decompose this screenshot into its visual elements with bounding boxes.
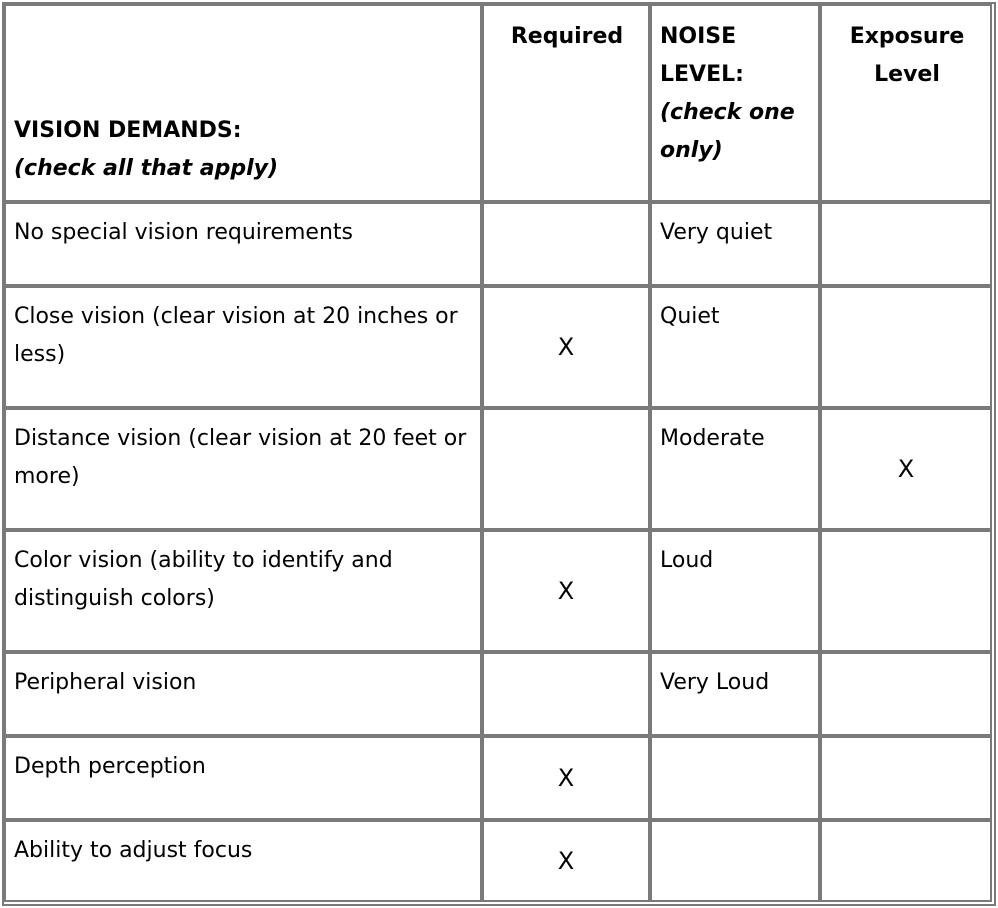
vision-demands-note: (check all that apply) <box>14 156 279 181</box>
exposure-mark-cell <box>820 820 992 902</box>
vision-demand-cell: Distance vision (clear vision at 20 feet or more) <box>4 408 482 530</box>
vision-demand-cell: Color vision (ability to identify and distinguish colors) <box>4 530 482 652</box>
required-mark-cell <box>482 408 650 530</box>
exposure-level-header: Exposure Level <box>820 4 992 202</box>
required-mark-cell <box>482 652 650 736</box>
vision-demand-cell: Depth perception <box>4 736 482 820</box>
exposure-mark-cell <box>820 736 992 820</box>
vision-demand-cell: Close vision (clear vision at 20 inches or less) <box>4 286 482 408</box>
noise-level-title: NOISE LEVEL: <box>660 24 744 87</box>
exposure-mark-cell <box>820 652 992 736</box>
exposure-mark-cell <box>820 202 992 286</box>
noise-level-cell <box>650 736 820 820</box>
required-mark-cell: X <box>482 286 650 408</box>
noise-level-note: (check one only) <box>660 100 795 163</box>
noise-level-header <box>650 4 820 202</box>
noise-level-cell: Quiet <box>650 286 820 408</box>
required-mark-cell: X <box>482 736 650 820</box>
vision-noise-table <box>2 2 996 906</box>
required-header: Required <box>482 4 650 202</box>
vision-demand-cell: Peripheral vision <box>4 652 482 736</box>
vision-demands-title: VISION DEMANDS: <box>14 118 242 143</box>
exposure-mark-cell <box>820 286 992 408</box>
noise-level-cell: Very quiet <box>650 202 820 286</box>
required-mark-cell: X <box>482 530 650 652</box>
vision-demands-header <box>4 4 482 202</box>
vision-demand-cell: Ability to adjust focus <box>4 820 482 902</box>
exposure-mark-cell <box>820 530 992 652</box>
required-mark-cell <box>482 202 650 286</box>
vision-demand-cell: No special vision requirements <box>4 202 482 286</box>
noise-level-cell: Loud <box>650 530 820 652</box>
noise-level-cell: Moderate <box>650 408 820 530</box>
noise-level-cell: Very Loud <box>650 652 820 736</box>
noise-level-cell <box>650 820 820 902</box>
exposure-mark-cell: X <box>820 408 992 530</box>
required-mark-cell: X <box>482 820 650 902</box>
